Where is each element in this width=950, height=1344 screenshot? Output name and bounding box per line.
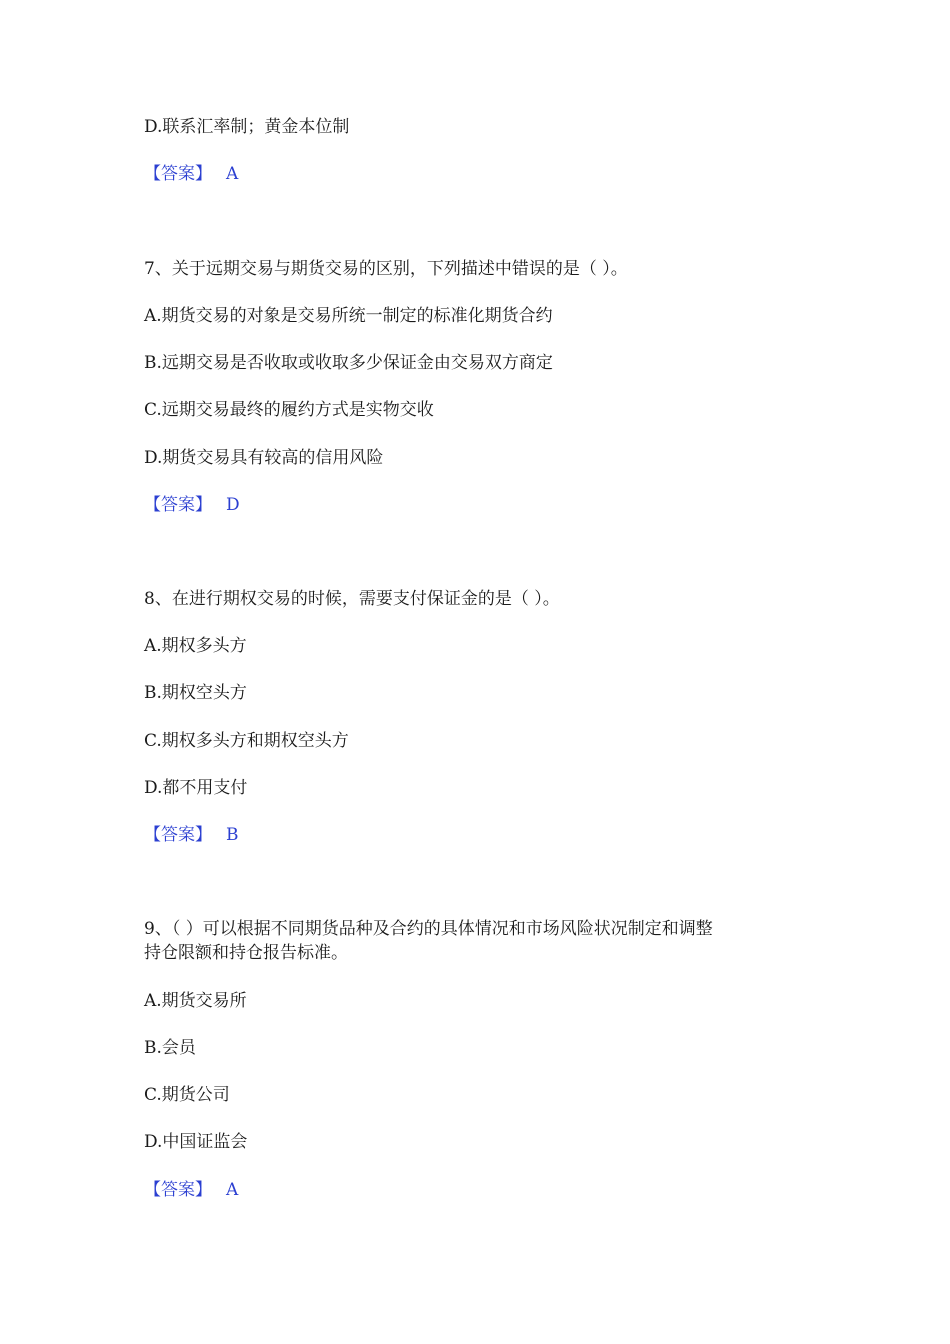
answer-label: 【答案】 xyxy=(144,825,212,845)
q7-answer xyxy=(144,494,240,516)
q9-option-a: A.期货交易所 xyxy=(144,991,247,1011)
answer-value: D xyxy=(226,495,240,515)
answer-value: B xyxy=(226,825,239,845)
answer-label: 【答案】 xyxy=(144,1180,212,1200)
q6-option-d: D.联系汇率制；黄金本位制 xyxy=(144,117,350,137)
q8-option-d: D.都不用支付 xyxy=(144,778,248,798)
q7-option-d: D.期货交易具有较高的信用风险 xyxy=(144,448,384,468)
answer-label: 【答案】 xyxy=(144,164,212,184)
q9-option-c: C.期货公司 xyxy=(144,1085,230,1105)
q7-option-b: B.远期交易是否收取或收取多少保证金由交易双方商定 xyxy=(144,353,553,373)
q8-option-a: A.期权多头方 xyxy=(144,636,247,656)
q9-stem-line2: 持仓限额和持仓报告标准。 xyxy=(144,943,348,963)
q6-answer xyxy=(144,163,238,185)
q7-option-c: C.远期交易最终的履约方式是实物交收 xyxy=(144,400,434,420)
q8-stem: 8、在进行期权交易的时候，需要支付保证金的是（ ）。 xyxy=(144,589,560,609)
answer-value: A xyxy=(226,164,239,184)
q8-answer xyxy=(144,824,239,846)
q9-option-d: D.中国证监会 xyxy=(144,1132,248,1152)
q9-option-b: B.会员 xyxy=(144,1038,196,1058)
q9-answer xyxy=(144,1179,238,1201)
q8-option-b: B.期权空头方 xyxy=(144,683,247,703)
q7-stem: 7、关于远期交易与期货交易的区别，下列描述中错误的是（ ）。 xyxy=(144,259,628,279)
q8-option-c: C.期权多头方和期权空头方 xyxy=(144,731,349,751)
q9-stem-line1: 9、（ ）可以根据不同期货品种及合约的具体情况和市场风险状况制定和调整 xyxy=(144,919,713,939)
q7-option-a: A.期货交易的对象是交易所统一制定的标准化期货合约 xyxy=(144,306,553,326)
answer-value: A xyxy=(226,1180,239,1200)
answer-label: 【答案】 xyxy=(144,495,212,515)
